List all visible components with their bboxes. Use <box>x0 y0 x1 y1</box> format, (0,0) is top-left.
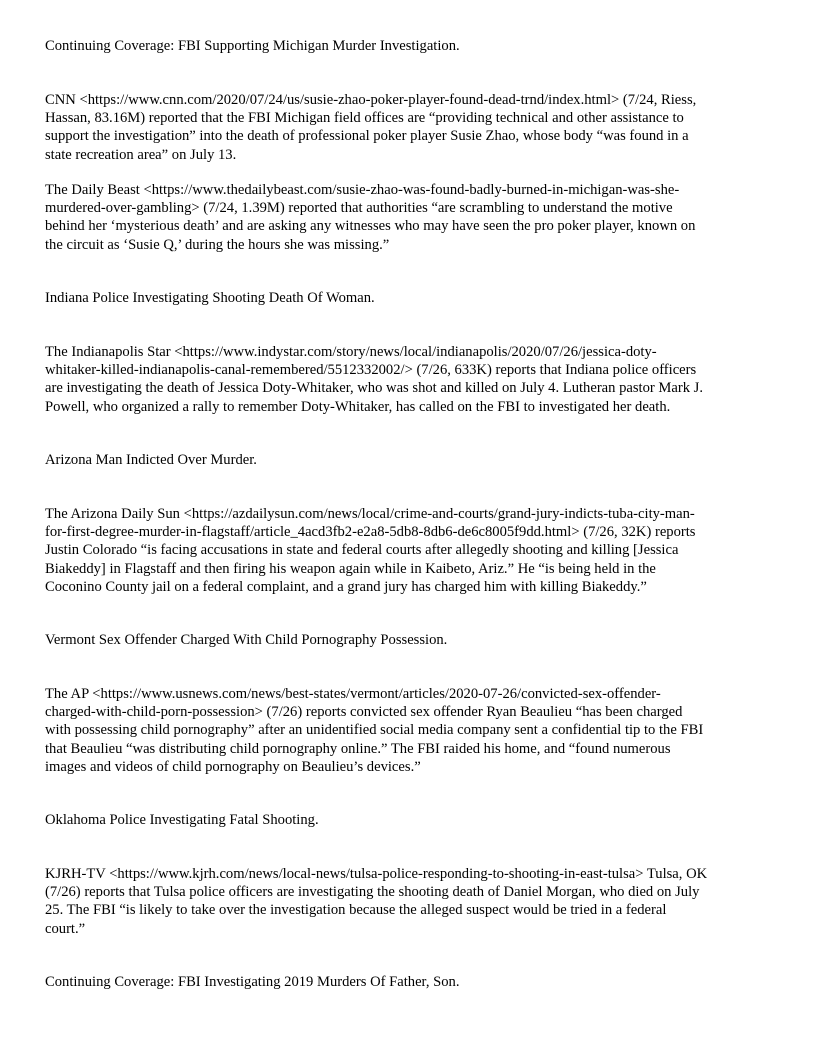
section-heading-father-son: Continuing Coverage: FBI Investigating 2019 Murders Of Father, Son. <box>45 974 460 990</box>
section-heading-indiana: Indiana Police Investigating Shooting Death Of Woman. <box>45 290 375 306</box>
paragraph-kjrh: KJRH-TV <https://www.kjrh.com/news/local-news/tulsa-police-responding-to-shooting-in-east-tulsa> Tulsa, OK (7/26) reports that Tulsa police officers are investigating the shooting death of Daniel Morgan, who died on July 25. The FBI “is likely to take over the investigation because the alleged suspect would be tried in a federal court.” <box>45 866 708 937</box>
section-heading-oklahoma: Oklahoma Police Investigating Fatal Shooting. <box>45 812 319 828</box>
paragraph-indianapolis-star: The Indianapolis Star <https://www.indystar.com/story/news/local/indianapolis/2020/07/26/jessica-doty- whitaker-killed-indianapolis-canal-remembered/5512332002/> (7/26, 633K) reports that Indiana police officers are investigating the death of Jessica Doty-Whitaker, who was shot and killed on July 4. Lutheran pastor Mark J. Powell, who organized a rally to remember Doty-Whitaker, has called on the FBI to investigated her death. <box>45 344 704 415</box>
paragraph-cnn: CNN <https://www.cnn.com/2020/07/24/us/susie-zhao-poker-player-found-dead-trnd/index.html> (7/24, Riess, Hassan, 83.16M) reported that the FBI Michigan field offices are “providing technical and other assistance to support the investigation” into the death of professional poker player Susie Zhao, whose body “was found in a state recreation area” on July 13. <box>45 92 697 163</box>
paragraph-ap: The AP <https://www.usnews.com/news/best-states/vermont/articles/2020-07-26/convicted-sex-offender- charged-with-child-porn-possession> (7/26) reports convicted sex offender Ryan Beaulieu “has been charged with possessing child pornography” after an unidentified social media company sent a confidential tip to the FBI that Beaulieu “was distributing child pornography online.” The FBI raided his home, and “found numerous images and videos of child pornography on Beaulieu’s devices.” <box>45 686 704 775</box>
paragraph-arizona-daily-sun: The Arizona Daily Sun <https://azdailysun.com/news/local/crime-and-courts/grand-jury-indicts-tuba-city-man- for-first-degree-murder-in-flagstaff/article_4acd3fb2-e2a8-5db8-8db6-de6c8005f9dd.html> (7/26, 32K) reports Justin Colorado “is facing accusations in state and federal courts after allegedly shooting and killing [Jessica Biakeddy] in Flagstaff and then firing his weapon again while in Kaibeto, Ariz.” He “is being held in the Coconino County jail on a federal complaint, and a grand jury has charged him with killing Biakeddy.” <box>45 506 696 595</box>
section-heading-michigan: Continuing Coverage: FBI Supporting Michigan Murder Investigation. <box>45 38 460 54</box>
paragraph-daily-beast: The Daily Beast <https://www.thedailybeast.com/susie-zhao-was-found-badly-burned-in-michigan-was-she- murdered-over-gambling> (7/24, 1.39M) reported that authorities “are scrambling to understand the motive behind her ‘mysterious death’ and are asking any witnesses who may have seen the pro poker player, known on the circuit as ‘Susie Q,’ during the hours she was missing.” <box>45 182 696 253</box>
section-heading-vermont: Vermont Sex Offender Charged With Child Pornography Possession. <box>45 632 448 648</box>
section-heading-arizona: Arizona Man Indicted Over Murder. <box>45 452 257 468</box>
